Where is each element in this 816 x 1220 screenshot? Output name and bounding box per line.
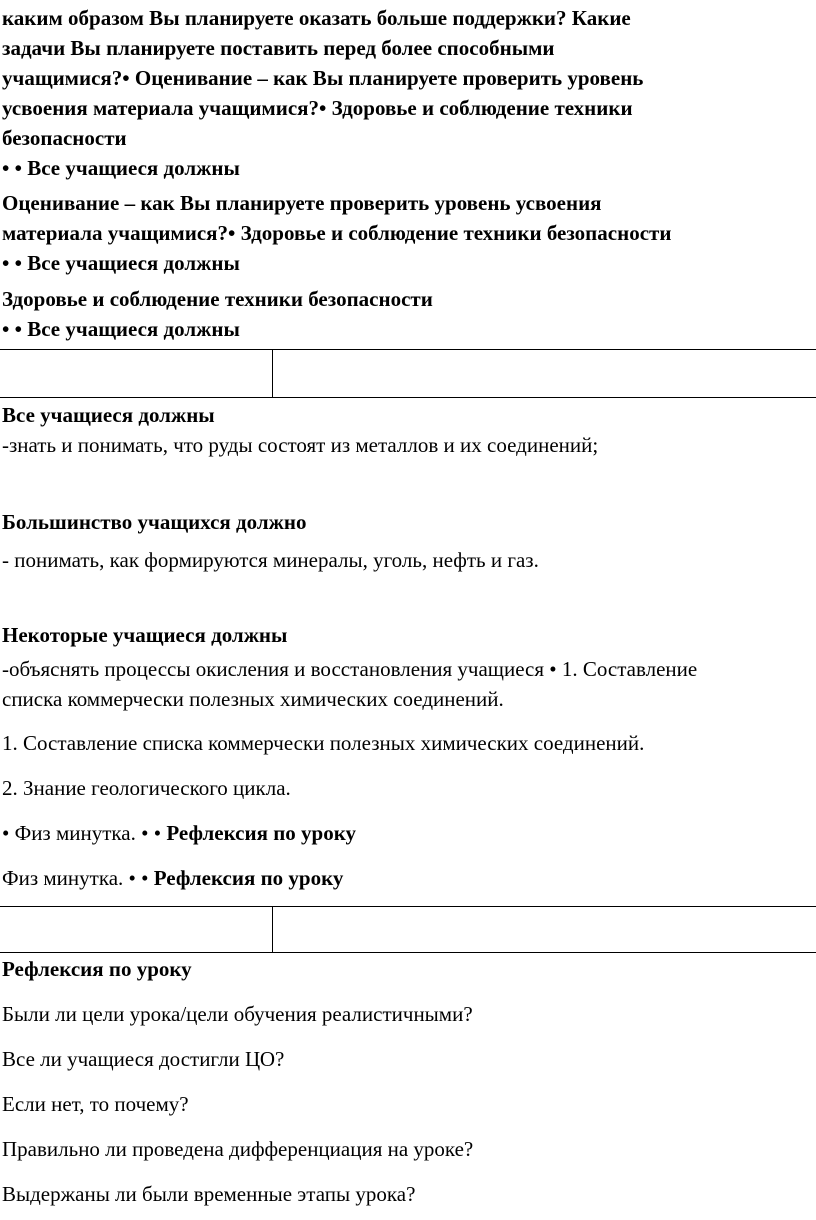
- section-1-line: задачи Вы планируете поставить перед более способными: [2, 36, 555, 60]
- section-2-line: Оценивание – как Вы планируете проверить уровень усвоения: [2, 191, 602, 215]
- some-students-outcome: [2, 620, 814, 714]
- learning-outcomes: [2, 400, 814, 460]
- reflection-heading: Рефлексия по уроку: [2, 957, 192, 981]
- section-1-line: учащимися?• Оценивание – как Вы планируете проверить уровень: [2, 66, 644, 90]
- section-2-line: материала учащимися?• Здоровье и соблюдение техники безопасности: [2, 221, 672, 245]
- section-3-line: • • Все учащиеся должны: [2, 317, 240, 341]
- reflection-question: Правильно ли проведена дифференциация на уроке?: [2, 1137, 474, 1161]
- reflection-question: Все ли учащиеся достигли ЦО?: [2, 1047, 285, 1071]
- section-1-line: усвоения материала учащимися?• Здоровье и соблюдение техники: [2, 96, 633, 120]
- section-3-line: Здоровье и соблюдение техники безопасности: [2, 287, 433, 311]
- section-1-line: каким образом Вы планируете оказать больше поддержки? Какие: [2, 6, 631, 30]
- section-3: [2, 284, 814, 344]
- fiz-minute-text: • Физ минутка. • •: [2, 821, 167, 845]
- most-students-heading: Большинство учащихся должно: [2, 510, 307, 534]
- some-students-heading: Некоторые учащиеся должны: [2, 623, 288, 647]
- some-students-text-2: списка коммерчески полезных химических соединений.: [2, 687, 504, 711]
- reflection-question: Если нет, то почему?: [2, 1092, 189, 1116]
- section-2: [2, 188, 814, 278]
- task-list: [2, 728, 814, 893]
- section-2-line: • • Все учащиеся должны: [2, 251, 240, 275]
- reflection-link-text: Рефлексия по уроку: [166, 821, 357, 845]
- empty-table-row: [0, 906, 816, 953]
- fiz-minute-line-2: [2, 863, 814, 893]
- all-students-text: -знать и понимать, что руды состоят из металлов и их соединений;: [2, 433, 599, 457]
- reflection-link-text: Рефлексия по уроку: [153, 866, 344, 890]
- section-1: [2, 3, 814, 183]
- task-item: 1. Составление списка коммерчески полезных химических соединений.: [2, 731, 645, 755]
- most-students-text: - понимать, как формируются минералы, уголь, нефть и газ.: [2, 548, 539, 572]
- section-1-line: безопасности: [2, 126, 127, 150]
- reflection-question: Выдержаны ли были временные этапы урока?: [2, 1182, 416, 1206]
- reflection-section: [2, 954, 814, 1209]
- all-students-heading: Все учащиеся должны: [2, 403, 215, 427]
- fiz-minute-line-1: [2, 818, 814, 848]
- section-1-line: • • Все учащиеся должны: [2, 156, 240, 180]
- some-students-text-1: -объяснять процессы окисления и восстановления учащиеся • 1. Составление: [2, 657, 698, 681]
- task-item: 2. Знание геологического цикла.: [2, 776, 291, 800]
- empty-table-row: [0, 349, 816, 398]
- table-cell-divider: [272, 907, 273, 952]
- table-cell-divider: [272, 350, 273, 397]
- most-students-outcome: [2, 507, 814, 575]
- reflection-question: Были ли цели урока/цели обучения реалистичными?: [2, 1002, 473, 1026]
- fiz-minute-text: Физ минутка. • •: [2, 866, 154, 890]
